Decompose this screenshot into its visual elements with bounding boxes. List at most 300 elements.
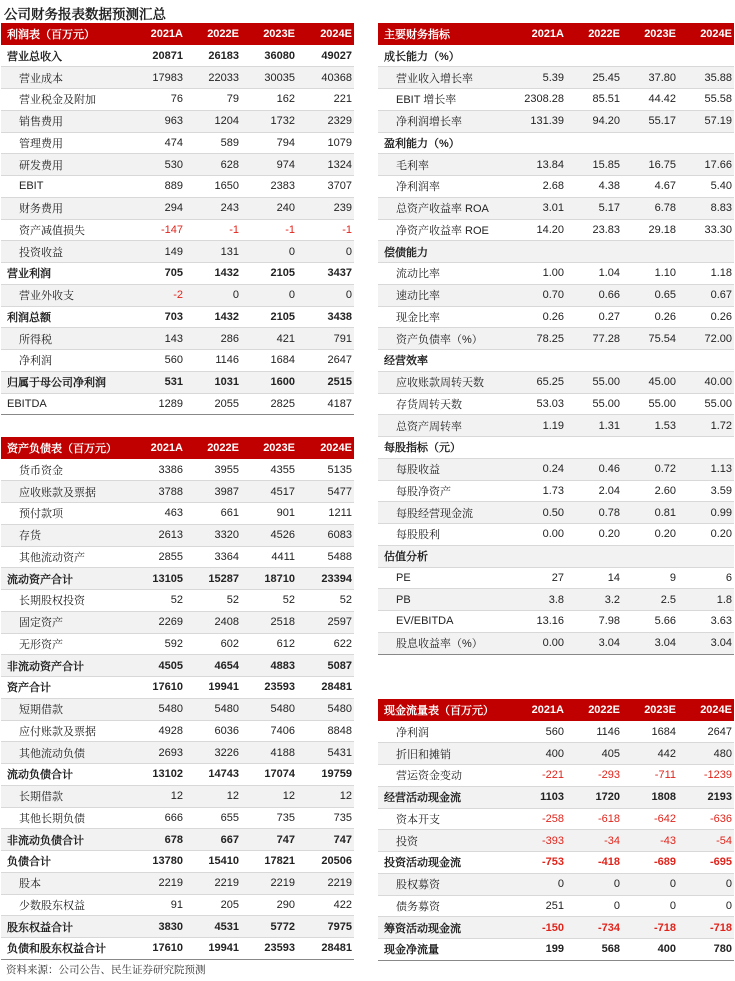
value-cell: 4517 (241, 481, 297, 503)
table-row (1, 219, 354, 241)
value-cell: 3955 (185, 459, 241, 481)
table-row (1, 742, 354, 764)
value-cell: 1684 (241, 350, 297, 372)
value-cell: 199 (510, 939, 566, 961)
table-header-row (378, 699, 734, 721)
value-cell: 5477 (297, 481, 354, 503)
table-title: 资产负债表（百万元） (1, 437, 127, 459)
table-row (378, 743, 734, 765)
source-note: 资料来源：公司公告、民生证券研究院预测 (6, 964, 206, 976)
value-cell: 1146 (185, 350, 241, 372)
year-header: 2023E (241, 437, 297, 459)
table-row (378, 154, 734, 176)
row-label: 总资产周转率 (378, 415, 510, 437)
table-row (1, 393, 354, 415)
table-row (378, 350, 734, 372)
table-row (378, 939, 734, 961)
value-cell: 889 (127, 176, 185, 198)
value-cell: 0 (185, 284, 241, 306)
value-cell: 7406 (241, 720, 297, 742)
table-row (1, 546, 354, 568)
table-row (1, 263, 354, 285)
row-label: 预付款项 (1, 503, 127, 525)
table-row (1, 241, 354, 263)
value-cell: 0.50 (510, 502, 566, 524)
table-row (378, 437, 734, 459)
table-row (1, 698, 354, 720)
value-cell: 5087 (297, 655, 354, 677)
value-cell: 666 (127, 807, 185, 829)
value-cell: 1720 (566, 786, 622, 808)
value-cell: 2693 (127, 742, 185, 764)
value-cell: 18710 (241, 568, 297, 590)
value-cell: -718 (678, 917, 734, 939)
year-header: 2023E (241, 23, 297, 45)
row-label: 营业成本 (1, 67, 127, 89)
value-cell: 5772 (241, 916, 297, 938)
value-cell: 3.2 (566, 589, 622, 611)
table-row (1, 568, 354, 590)
value-cell: 12 (297, 785, 354, 807)
value-cell: -636 (678, 808, 734, 830)
value-cell (622, 132, 678, 154)
table-row (378, 765, 734, 787)
table-row (1, 916, 354, 938)
value-cell: 5480 (127, 698, 185, 720)
value-cell (678, 545, 734, 567)
value-cell: 3.59 (678, 480, 734, 502)
value-cell: 1.00 (510, 263, 566, 285)
value-cell: 239 (297, 197, 354, 219)
value-cell: 37.80 (622, 67, 678, 89)
value-cell: 1.10 (622, 263, 678, 285)
row-label: 管理费用 (1, 132, 127, 154)
value-cell: 221 (297, 89, 354, 111)
table-row (1, 720, 354, 742)
value-cell: 0.66 (566, 284, 622, 306)
value-cell: 0.26 (678, 306, 734, 328)
value-cell: 589 (185, 132, 241, 154)
value-cell: 0.99 (678, 502, 734, 524)
table-row (1, 284, 354, 306)
value-cell: 1.72 (678, 415, 734, 437)
value-cell: 2.60 (622, 480, 678, 502)
value-cell: 4187 (297, 393, 354, 415)
row-label: 资产合计 (1, 677, 127, 699)
value-cell: 1684 (622, 721, 678, 743)
value-cell: 3364 (185, 546, 241, 568)
value-cell: 7975 (297, 916, 354, 938)
value-cell: 4.38 (566, 176, 622, 198)
value-cell (510, 241, 566, 263)
value-cell: 15287 (185, 568, 241, 590)
value-cell: 0.78 (566, 502, 622, 524)
row-label: 股本 (1, 872, 127, 894)
value-cell: 622 (297, 633, 354, 655)
value-cell: -147 (127, 219, 185, 241)
table-row (1, 67, 354, 89)
value-cell: 2647 (678, 721, 734, 743)
value-cell: -418 (566, 852, 622, 874)
value-cell: 2219 (297, 872, 354, 894)
table-row (378, 132, 734, 154)
value-cell: 3320 (185, 524, 241, 546)
table-row (1, 938, 354, 960)
table-row (378, 873, 734, 895)
value-cell: 0.26 (622, 306, 678, 328)
value-cell: 560 (510, 721, 566, 743)
row-label: PE (378, 567, 510, 589)
value-cell: 14743 (185, 764, 241, 786)
value-cell: 0 (241, 241, 297, 263)
row-label: PB (378, 589, 510, 611)
value-cell: 4928 (127, 720, 185, 742)
value-cell: 17.66 (678, 154, 734, 176)
value-cell: 0.20 (678, 524, 734, 546)
year-header: 2022E (185, 23, 241, 45)
value-cell: 2.04 (566, 480, 622, 502)
value-cell: 19759 (297, 764, 354, 786)
value-cell: 17610 (127, 677, 185, 699)
value-cell: 2383 (241, 176, 297, 198)
value-cell: 0.20 (566, 524, 622, 546)
table-title: 主要财务指标 (378, 23, 510, 45)
year-header: 2023E (622, 699, 678, 721)
value-cell: 2105 (241, 263, 297, 285)
value-cell: -753 (510, 852, 566, 874)
value-cell: -695 (678, 852, 734, 874)
value-cell: 1.04 (566, 263, 622, 285)
value-cell: -221 (510, 765, 566, 787)
value-cell: 791 (297, 328, 354, 350)
row-label: 股东权益合计 (1, 916, 127, 938)
value-cell: 149 (127, 241, 185, 263)
table-row (378, 524, 734, 546)
value-cell (566, 45, 622, 67)
row-label: 净利润增长率 (378, 110, 510, 132)
table-row (378, 393, 734, 415)
table-row (378, 67, 734, 89)
value-cell: 0 (297, 241, 354, 263)
table-row (378, 502, 734, 524)
value-cell: 23.83 (566, 219, 622, 241)
row-label: 现金净流量 (378, 939, 510, 961)
row-label: 成长能力（%） (378, 45, 510, 67)
row-label: 每股股利 (378, 524, 510, 546)
value-cell: 4.67 (622, 176, 678, 198)
table-row (378, 197, 734, 219)
row-label: 其他长期负债 (1, 807, 127, 829)
value-cell: 0.26 (510, 306, 566, 328)
value-cell: 0 (566, 873, 622, 895)
table-row (378, 284, 734, 306)
value-cell: 1600 (241, 371, 297, 393)
row-label: 筹资活动现金流 (378, 917, 510, 939)
row-label: 股息收益率（%） (378, 632, 510, 654)
value-cell: 78.25 (510, 328, 566, 350)
value-cell: 4526 (241, 524, 297, 546)
year-header: 2024E (297, 437, 354, 459)
table-title: 现金流量表（百万元） (378, 699, 510, 721)
value-cell: 2597 (297, 611, 354, 633)
value-cell: 678 (127, 829, 185, 851)
row-label: 估值分析 (378, 545, 510, 567)
value-cell: 705 (127, 263, 185, 285)
table-row (378, 545, 734, 567)
row-label: 净利润率 (378, 176, 510, 198)
table-row (378, 895, 734, 917)
value-cell: 2308.28 (510, 89, 566, 111)
value-cell: 0.20 (622, 524, 678, 546)
value-cell: 5480 (185, 698, 241, 720)
value-cell: 0 (510, 873, 566, 895)
table-row (1, 872, 354, 894)
value-cell: 23394 (297, 568, 354, 590)
value-cell: 405 (566, 743, 622, 765)
value-cell: 5.40 (678, 176, 734, 198)
row-label: 存货周转天数 (378, 393, 510, 415)
table-row (378, 89, 734, 111)
table-row (1, 110, 354, 132)
table-row (378, 415, 734, 437)
value-cell: 2515 (297, 371, 354, 393)
value-cell: 1.73 (510, 480, 566, 502)
value-cell: -711 (622, 765, 678, 787)
value-cell: 77.28 (566, 328, 622, 350)
table-header-row (1, 437, 354, 459)
value-cell (678, 350, 734, 372)
row-label: 长期股权投资 (1, 590, 127, 612)
table-row (1, 503, 354, 525)
value-cell: 4505 (127, 655, 185, 677)
value-cell: 23593 (241, 677, 297, 699)
table-row (1, 371, 354, 393)
value-cell: 286 (185, 328, 241, 350)
value-cell: 3.8 (510, 589, 566, 611)
value-cell: 9 (622, 567, 678, 589)
value-cell: 963 (127, 110, 185, 132)
balance-table (1, 437, 354, 960)
value-cell: 29.18 (622, 219, 678, 241)
value-cell: 628 (185, 154, 241, 176)
table-row (1, 764, 354, 786)
table-row (378, 786, 734, 808)
value-cell: 531 (127, 371, 185, 393)
value-cell: -642 (622, 808, 678, 830)
row-label: 资本开支 (378, 808, 510, 830)
year-header: 2022E (185, 437, 241, 459)
year-header: 2021A (127, 437, 185, 459)
table-row (378, 480, 734, 502)
value-cell: 0.81 (622, 502, 678, 524)
value-cell: 13.16 (510, 611, 566, 633)
row-label: 经营效率 (378, 350, 510, 372)
table-row (1, 89, 354, 111)
value-cell: 667 (185, 829, 241, 851)
table-row (378, 328, 734, 350)
value-cell: 1432 (185, 306, 241, 328)
value-cell: 55.17 (622, 110, 678, 132)
table-row (1, 590, 354, 612)
table-row (1, 306, 354, 328)
table-row (1, 45, 354, 67)
row-label: EV/EBITDA (378, 611, 510, 633)
value-cell: 19941 (185, 677, 241, 699)
value-cell: -689 (622, 852, 678, 874)
value-cell: 2613 (127, 524, 185, 546)
value-cell: 0 (678, 895, 734, 917)
value-cell: -618 (566, 808, 622, 830)
value-cell: 13780 (127, 851, 185, 873)
table-row (1, 350, 354, 372)
value-cell: -150 (510, 917, 566, 939)
value-cell: 4654 (185, 655, 241, 677)
value-cell: -1239 (678, 765, 734, 787)
value-cell: 55.00 (566, 371, 622, 393)
value-cell: 463 (127, 503, 185, 525)
value-cell: 44.42 (622, 89, 678, 111)
value-cell: 0 (622, 873, 678, 895)
value-cell: 703 (127, 306, 185, 328)
value-cell: 4188 (241, 742, 297, 764)
row-label: 净利润 (1, 350, 127, 372)
value-cell (566, 350, 622, 372)
table-row (1, 611, 354, 633)
value-cell: 780 (678, 939, 734, 961)
value-cell: 45.00 (622, 371, 678, 393)
value-cell (678, 45, 734, 67)
value-cell: 1.53 (622, 415, 678, 437)
value-cell: 205 (185, 894, 241, 916)
row-label: 销售费用 (1, 110, 127, 132)
value-cell: 14 (566, 567, 622, 589)
value-cell: 6 (678, 567, 734, 589)
table-row (1, 132, 354, 154)
value-cell: 33.30 (678, 219, 734, 241)
value-cell: 23593 (241, 938, 297, 960)
row-label: 所得税 (1, 328, 127, 350)
row-label: 流动比率 (378, 263, 510, 285)
table-row (378, 263, 734, 285)
value-cell: 0.72 (622, 458, 678, 480)
table-row (1, 197, 354, 219)
value-cell: 30035 (241, 67, 297, 89)
table-row (378, 852, 734, 874)
value-cell (622, 437, 678, 459)
value-cell: 1079 (297, 132, 354, 154)
row-label: 存货 (1, 524, 127, 546)
value-cell: 3.04 (678, 632, 734, 654)
value-cell: 0.00 (510, 524, 566, 546)
value-cell: 0.00 (510, 632, 566, 654)
year-header: 2022E (566, 699, 622, 721)
value-cell: 6.78 (622, 197, 678, 219)
value-cell: 12 (185, 785, 241, 807)
table-row (1, 677, 354, 699)
year-header: 2021A (127, 23, 185, 45)
value-cell: 53.03 (510, 393, 566, 415)
row-label: 负债和股东权益合计 (1, 938, 127, 960)
table-row (1, 481, 354, 503)
value-cell: 5.66 (622, 611, 678, 633)
value-cell: -1 (185, 219, 241, 241)
value-cell (566, 545, 622, 567)
row-label: EBIT (1, 176, 127, 198)
row-label: 净利润 (378, 721, 510, 743)
value-cell: -43 (622, 830, 678, 852)
value-cell: 1324 (297, 154, 354, 176)
value-cell: 26183 (185, 45, 241, 67)
value-cell: 57.19 (678, 110, 734, 132)
value-cell: 2269 (127, 611, 185, 633)
year-header: 2024E (678, 699, 734, 721)
row-label: 每股指标（元） (378, 437, 510, 459)
value-cell: 3707 (297, 176, 354, 198)
value-cell: -2 (127, 284, 185, 306)
row-label: 非流动资产合计 (1, 655, 127, 677)
row-label: 债务募资 (378, 895, 510, 917)
row-label: 速动比率 (378, 284, 510, 306)
value-cell: 5.39 (510, 67, 566, 89)
value-cell: 28481 (297, 938, 354, 960)
row-label: 货币资金 (1, 459, 127, 481)
value-cell: 2.5 (622, 589, 678, 611)
table-title: 利润表（百万元） (1, 23, 127, 45)
value-cell: 2647 (297, 350, 354, 372)
row-label: 财务费用 (1, 197, 127, 219)
value-cell: 400 (510, 743, 566, 765)
value-cell: 19941 (185, 938, 241, 960)
row-label: 每股经营现金流 (378, 502, 510, 524)
value-cell: 530 (127, 154, 185, 176)
row-label: 营业税金及附加 (1, 89, 127, 111)
value-cell: 15410 (185, 851, 241, 873)
row-label: 资产负债率（%） (378, 328, 510, 350)
table-row (1, 829, 354, 851)
value-cell: 2855 (127, 546, 185, 568)
value-cell: 3437 (297, 263, 354, 285)
row-label: 营业总收入 (1, 45, 127, 67)
value-cell: 240 (241, 197, 297, 219)
value-cell (510, 545, 566, 567)
value-cell: 2105 (241, 306, 297, 328)
table-row (1, 633, 354, 655)
row-label: 应收账款及票据 (1, 481, 127, 503)
table-row (378, 176, 734, 198)
value-cell: -1 (241, 219, 297, 241)
row-label: 投资活动现金流 (378, 852, 510, 874)
row-label: 现金比率 (378, 306, 510, 328)
row-label: 折旧和摊销 (378, 743, 510, 765)
table-row (1, 655, 354, 677)
value-cell: 0.65 (622, 284, 678, 306)
year-header: 2024E (297, 23, 354, 45)
row-label: 利润总额 (1, 306, 127, 328)
value-cell: 1732 (241, 110, 297, 132)
row-label: 流动负债合计 (1, 764, 127, 786)
row-label: 投资 (378, 830, 510, 852)
value-cell: 3788 (127, 481, 185, 503)
table-row (1, 807, 354, 829)
value-cell: 1432 (185, 263, 241, 285)
row-label: EBIT 增长率 (378, 89, 510, 111)
value-cell: -54 (678, 830, 734, 852)
value-cell: 22033 (185, 67, 241, 89)
row-label: 总资产收益率 ROA (378, 197, 510, 219)
value-cell: 49027 (297, 45, 354, 67)
value-cell: 65.25 (510, 371, 566, 393)
value-cell: 52 (127, 590, 185, 612)
